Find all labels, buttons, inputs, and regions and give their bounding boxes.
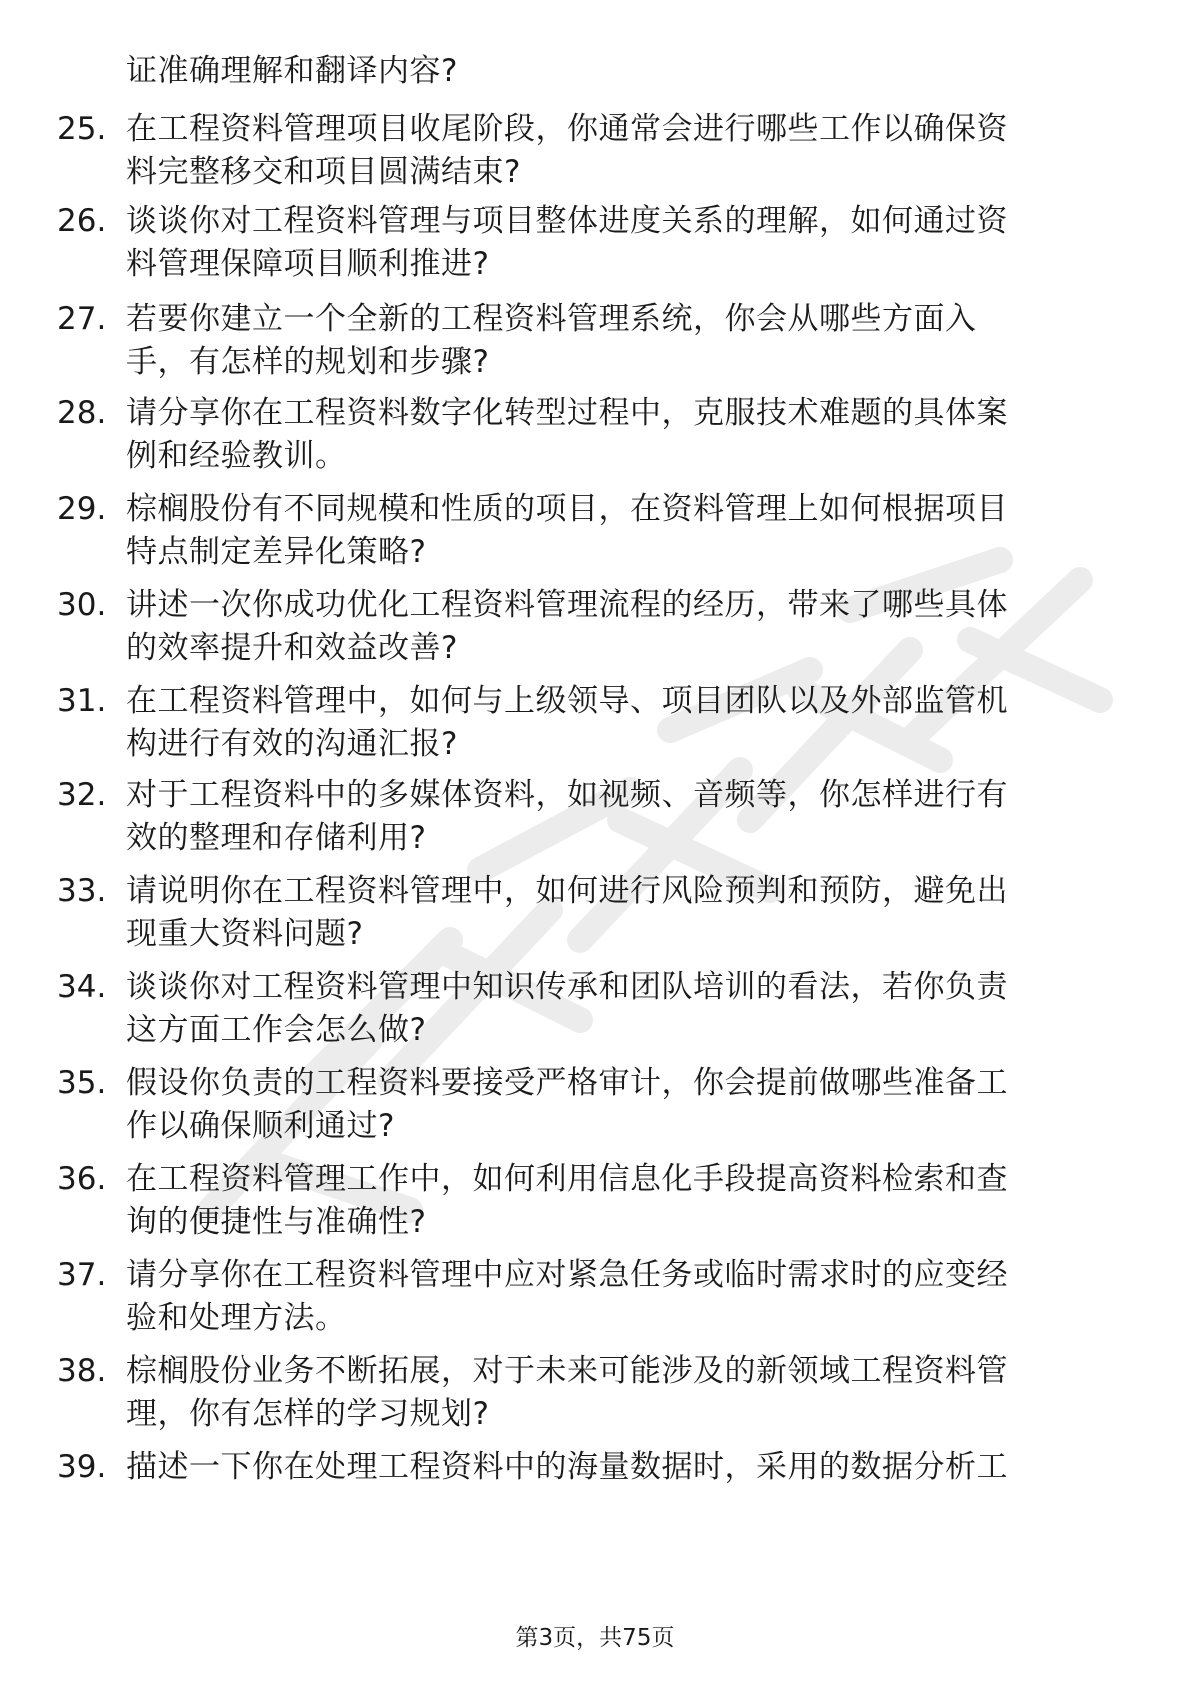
question-text-line: 询的便捷性与准确性? bbox=[126, 1204, 427, 1240]
question-text-line: 在工程资料管理中，如何与上级领导、项目团队以及外部监管机 bbox=[126, 683, 1008, 719]
question-text bbox=[126, 392, 1116, 478]
question-text-line: 假设你负责的工程资料要接受严格审计，你会提前做哪些准备工 bbox=[126, 1065, 1008, 1101]
question-text-line: 理，你有怎样的学习规划? bbox=[126, 1396, 490, 1432]
question-text-line: 在工程资料管理工作中，如何利用信息化手段提高资料检索和查 bbox=[126, 1161, 1008, 1197]
page-indicator: 第3页，共75页 bbox=[515, 1625, 675, 1651]
question-text bbox=[126, 966, 1116, 1052]
question-text bbox=[126, 1158, 1116, 1244]
question-text bbox=[126, 1254, 1116, 1340]
question-text-line: 请说明你在工程资料管理中，如何进行风险预判和预防，避免出 bbox=[126, 873, 1008, 909]
question-text bbox=[126, 200, 1116, 286]
question-text bbox=[126, 1350, 1116, 1436]
question-number: 38. bbox=[57, 1353, 107, 1389]
question-text bbox=[126, 298, 1116, 384]
question-text-line: 若要你建立一个全新的工程资料管理系统，你会从哪些方面入 bbox=[126, 301, 977, 337]
question-text-line: 特点制定差异化策略? bbox=[126, 534, 427, 570]
question-text-line: 请分享你在工程资料数字化转型过程中，克服技术难题的具体案 bbox=[126, 395, 1008, 431]
question-number: 25. bbox=[57, 111, 107, 147]
question-text-line: 棕榈股份有不同规模和性质的项目，在资料管理上如何根据项目 bbox=[126, 491, 1008, 527]
question-number: 31. bbox=[57, 683, 107, 719]
question-text bbox=[126, 870, 1116, 956]
question-number: 29. bbox=[57, 491, 107, 527]
question-text-line: 请分享你在工程资料管理中应对紧急任务或临时需求时的应变经 bbox=[126, 1257, 1008, 1293]
question-text-line: 讲述一次你成功优化工程资料管理流程的经历，带来了哪些具体 bbox=[126, 587, 1008, 623]
question-text-line: 描述一下你在处理工程资料中的海量数据时，采用的数据分析工 bbox=[126, 1449, 1008, 1485]
question-text-line: 例和经验教训。 bbox=[126, 438, 347, 474]
question-text-line: 现重大资料问题? bbox=[126, 916, 364, 952]
question-number: 32. bbox=[57, 777, 107, 813]
question-text bbox=[126, 680, 1116, 766]
question-number: 26. bbox=[57, 203, 107, 239]
question-number: 34. bbox=[57, 969, 107, 1005]
question-text-line: 这方面工作会怎么做? bbox=[126, 1012, 427, 1048]
question-text-line: 料管理保障项目顺利推进? bbox=[126, 246, 490, 282]
question-text bbox=[126, 1062, 1116, 1148]
question-number: 36. bbox=[57, 1161, 107, 1197]
question-number: 27. bbox=[57, 301, 107, 337]
continuation-line: 证准确理解和翻译内容? bbox=[126, 53, 458, 89]
question-number: 39. bbox=[57, 1449, 107, 1485]
question-text bbox=[126, 488, 1116, 574]
question-text bbox=[126, 584, 1116, 670]
question-number: 30. bbox=[57, 587, 107, 623]
question-text-line: 料完整移交和项目圆满结束? bbox=[126, 154, 521, 190]
question-number: 35. bbox=[57, 1065, 107, 1101]
question-text-line: 谈谈你对工程资料管理与项目整体进度关系的理解，如何通过资 bbox=[126, 203, 1008, 239]
question-text bbox=[126, 1446, 1116, 1489]
question-text-line: 构进行有效的沟通汇报? bbox=[126, 726, 458, 762]
question-text-line: 对于工程资料中的多媒体资料，如视频、音频等，你怎样进行有 bbox=[126, 777, 1008, 813]
question-text bbox=[126, 108, 1116, 194]
question-text-line: 棕榈股份业务不断拓展，对于未来可能涉及的新领域工程资料管 bbox=[126, 1353, 1008, 1389]
question-text bbox=[126, 774, 1116, 860]
question-text-line: 验和处理方法。 bbox=[126, 1300, 347, 1336]
question-text-line: 效的整理和存储利用? bbox=[126, 820, 427, 856]
question-text-line: 在工程资料管理项目收尾阶段，你通常会进行哪些工作以确保资 bbox=[126, 111, 1008, 147]
question-text-line: 的效率提升和效益改善? bbox=[126, 630, 458, 666]
question-text-line: 谈谈你对工程资料管理中知识传承和团队培训的看法，若你负责 bbox=[126, 969, 1008, 1005]
question-text-line: 作以确保顺利通过? bbox=[126, 1108, 395, 1144]
question-number: 37. bbox=[57, 1257, 107, 1293]
question-number: 28. bbox=[57, 395, 107, 431]
question-text-line: 手，有怎样的规划和步骤? bbox=[126, 344, 490, 380]
question-number: 33. bbox=[57, 873, 107, 909]
